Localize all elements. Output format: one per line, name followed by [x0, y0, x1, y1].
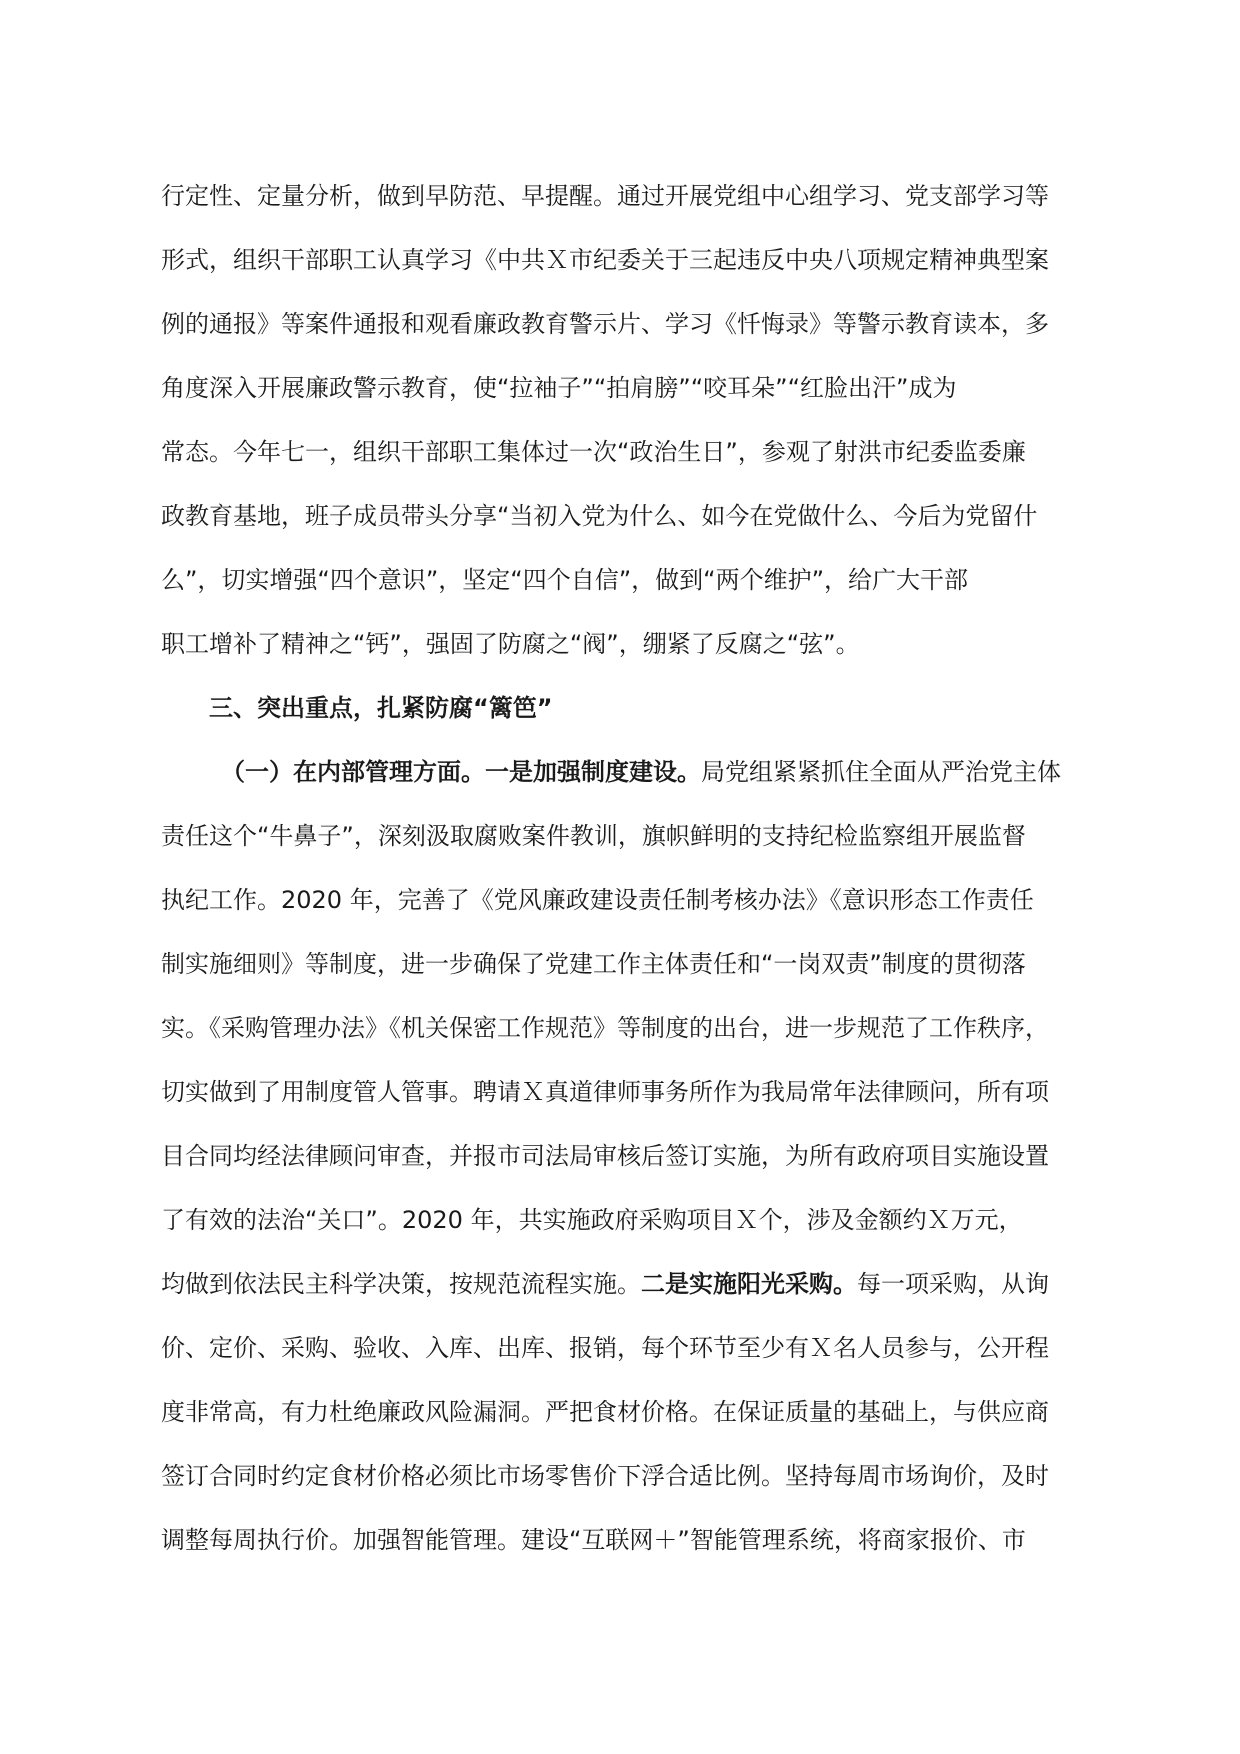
text-line: 行定性、定量分析，做到早防范、早提醒。通过开展党组中心组学习、党支部学习等: [161, 182, 1049, 210]
text-line: 切实做到了用制度管人管事。聘请Ｘ真道律师事务所作为我局常年法律顾问，所有项: [161, 1078, 1049, 1106]
line-text-before: 均做到依法民主科学决策，按规范流程实施。: [161, 1270, 641, 1298]
text-line: 目合同均经法律顾问审查，并报市司法局审核后签订实施，为所有政府项目实施设置: [161, 1142, 1049, 1170]
line-text-after: 每一项采购，从询: [857, 1270, 1049, 1298]
text-line: 形式，组织干部职工认真学习《中共Ｘ市纪委关于三起违反中央八项规定精神典型案: [161, 246, 1049, 274]
bold-lead: （一）在内部管理方面。一是加强制度建设。: [221, 758, 701, 786]
text-line: 角度深入开展廉政警示教育，使“拉袖子”“拍肩膀”“咬耳朵”“红脸出汗”成为: [161, 374, 957, 402]
text-line: 责任这个“牛鼻子”，深刻汲取腐败案件教训，旗帜鲜明的支持纪检监察组开展监督: [161, 822, 1026, 850]
document-body: [161, 170, 1091, 1578]
text-line: 了有效的法治“关口”。2020 年，共实施政府采购项目Ｘ个，涉及金额约Ｘ万元，: [161, 1206, 1023, 1234]
text-line: 职工增补了精神之“钙”，强固了防腐之“阀”，绷紧了反腐之“弦”。: [161, 630, 860, 658]
mixed-text-line: [161, 1258, 1091, 1322]
text-line: 制实施细则》等制度，进一步确保了党建工作主体责任和“一岗双责”制度的贯彻落: [161, 950, 1026, 978]
text-line: 执纪工作。2020 年，完善了《党风廉政建设责任制考核办法》《意识形态工作责任: [161, 886, 1034, 914]
text-line: 政教育基地，班子成员带头分享“当初入党为什么、如今在党做什么、今后为党留什: [161, 502, 1038, 530]
text-line: 实。《采购管理办法》《机关保密工作规范》等制度的出台，进一步规范了工作秩序，: [161, 1014, 1049, 1042]
text-line: 价、定价、采购、验收、入库、出库、报销，每个环节至少有Ｘ名人员参与，公开程: [161, 1334, 1049, 1362]
text-line: 常态。今年七一，组织干部职工集体过一次“政治生日”，参观了射洪市纪委监委廉: [161, 438, 1026, 466]
text-line: 调整每周执行价。加强智能管理。建设“互联网＋”智能管理系统，将商家报价、市: [161, 1526, 1026, 1554]
section-heading: 三、突出重点，扎紧防腐“篱笆”: [209, 694, 553, 722]
text-line: 度非常高，有力杜绝廉政风险漏洞。严把食材价格。在保证质量的基础上，与供应商: [161, 1398, 1049, 1426]
paragraph-first-line: [161, 746, 1091, 810]
text-line: 例的通报》等案件通报和观看廉政教育警示片、学习《忏悔录》等警示教育读本，多: [161, 310, 1049, 338]
text-line: 签订合同时约定食材价格必须比市场零售价下浮合适比例。坚持每周市场询价，及时: [161, 1462, 1049, 1490]
bold-phrase: 二是实施阳光采购。: [641, 1270, 857, 1298]
lead-rest: 局党组紧紧抓住全面从严治党主体: [701, 758, 1061, 786]
text-line: 么”，切实增强“四个意识”，坚定“四个自信”，做到“两个维护”，给广大干部: [161, 566, 969, 594]
